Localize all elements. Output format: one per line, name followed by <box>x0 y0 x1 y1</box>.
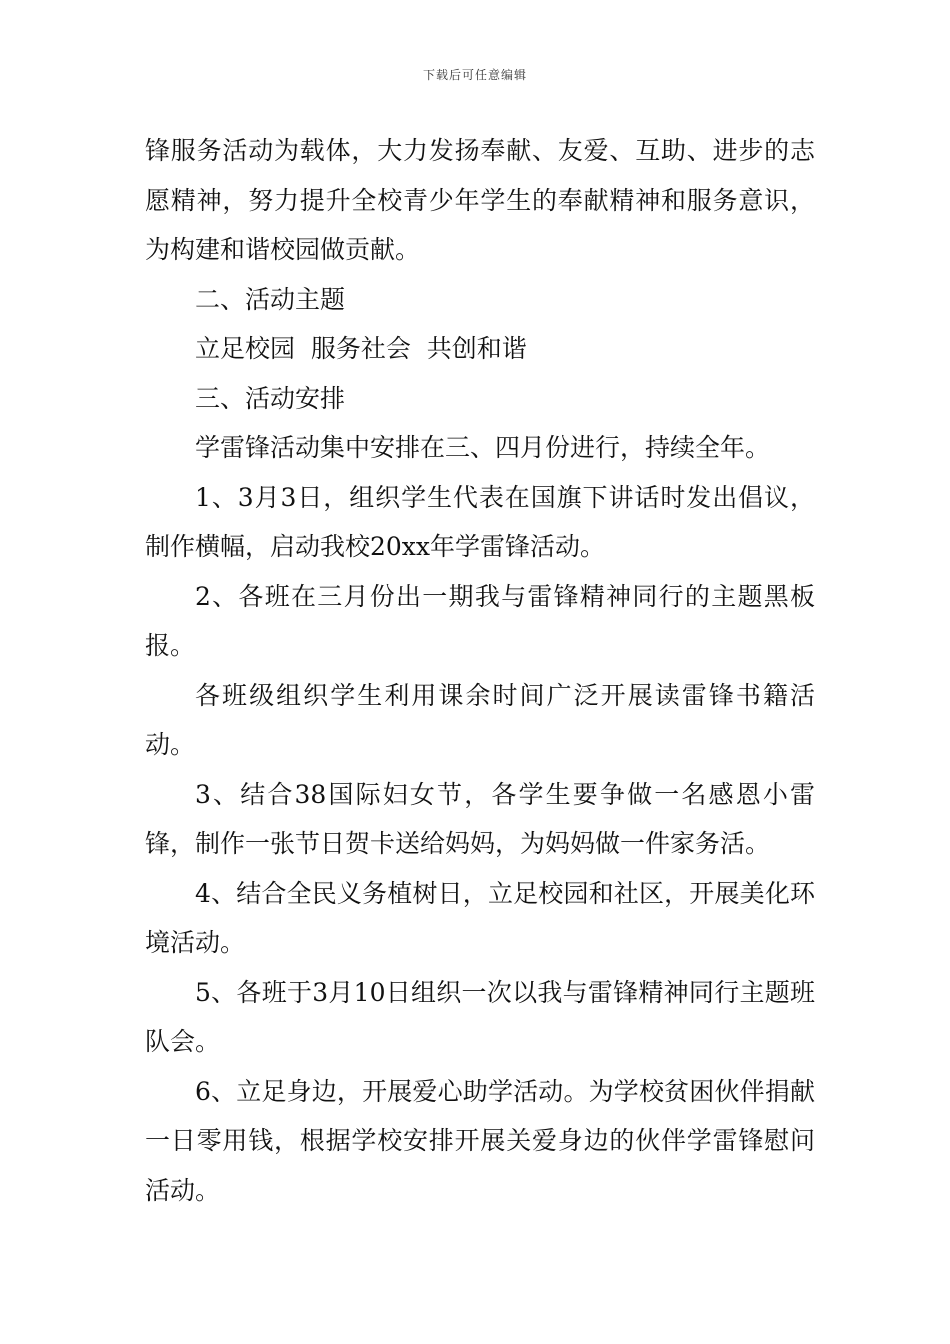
document-body <box>145 126 815 1215</box>
list-item-2: 2、各班在三月份出一期我与雷锋精神同行的主题黑板报。 <box>145 581 815 660</box>
paragraph-arrangement-summary: 学雷锋活动集中安排在三、四月份进行，持续全年。 <box>195 433 771 462</box>
page-header-note: 下载后可任意编辑 <box>422 68 527 82</box>
list-item-5: 5、各班于3月10日组织一次以我与雷锋精神同行主题班队会。 <box>145 977 815 1056</box>
list-item-1: 1、3月3日，组织学生代表在国旗下讲话时发出倡议，制作横幅，启动我校20xx年学雷锋活动。 <box>145 482 815 561</box>
paragraph-reading-activity: 各班级组织学生利用课余时间广泛开展读雷锋书籍活动。 <box>145 680 815 759</box>
paragraph-intro-continuation: 锋服务活动为载体，大力发扬奉献、友爱、互助、进步的志愿精神，努力提升全校青少年学生的奉献精神和服务意识，为构建和谐校园做贡献。 <box>145 136 815 264</box>
paragraph-theme-slogan: 立足校园 服务社会 共创和谐 <box>195 334 527 363</box>
list-item-3: 3、结合38国际妇女节，各学生要争做一名感恩小雷锋，制作一张节日贺卡送给妈妈，为妈妈做一件家务活。 <box>145 779 815 858</box>
heading-activity-arrangement: 三、活动安排 <box>195 383 346 413</box>
list-item-4: 4、结合全民义务植树日，立足校园和社区，开展美化环境活动。 <box>145 878 815 957</box>
heading-activity-theme: 二、活动主题 <box>195 284 346 314</box>
list-item-6: 6、立足身边，开展爱心助学活动。为学校贫困伙伴捐献一日零用钱，根据学校安排开展关爱身边的伙伴学雷锋慰问活动。 <box>145 1076 815 1205</box>
